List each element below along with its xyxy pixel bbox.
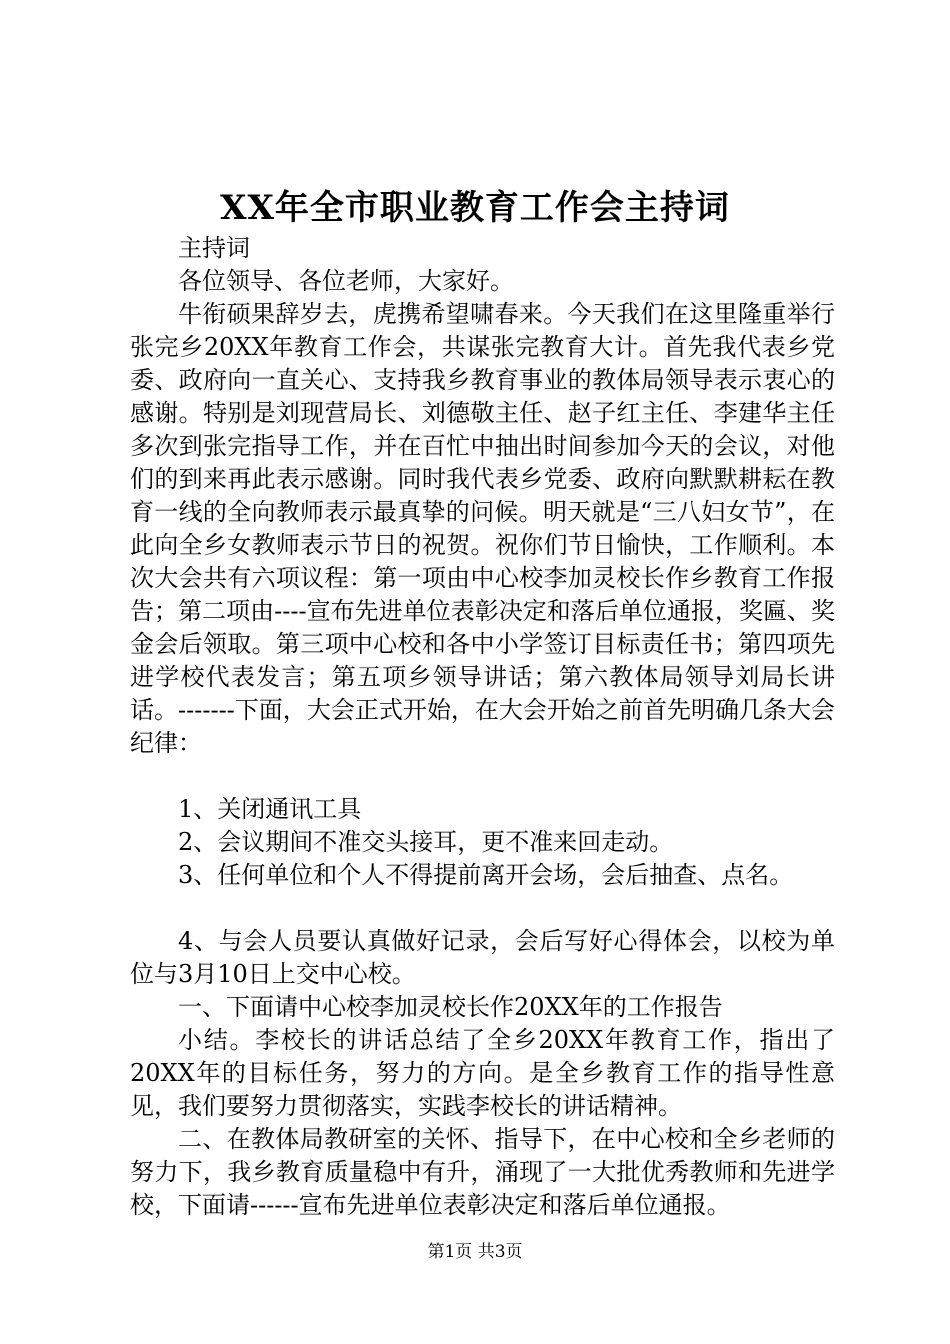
paragraph-greeting: 各位领导、各位老师，大家好。 (178, 267, 514, 295)
paragraph-summary: 小结。李校长的讲话总结了全乡20XX年教育工作，指出了20XX年的目标任务，努力的方向。是全乡教育工作的指导性意见，我们要努力贯彻落实，实践李校长的讲话精神。 (130, 1026, 835, 1120)
rule-item-2: 2、会议期间不准交头接耳，更不准来回走动。 (178, 828, 674, 856)
rule-item-3: 3、任何单位和个人不得提前离开会场，会后抽查、点名。 (178, 861, 794, 889)
agenda-item-1: 一、下面请中心校李加灵校长作20XX年的工作报告 (178, 993, 723, 1021)
paragraph-heading: 主持词 (178, 234, 250, 262)
document-title: XX年全市职业教育工作会主持词 (220, 188, 730, 228)
rule-item-4: 4、与会人员要认真做好记录，会后写好心得体会，以校为单位与3月10日上交中心校。 (130, 927, 835, 988)
agenda-item-2: 二、在教体局教研室的关怀、指导下，在中心校和全乡老师的努力下，我乡教育质量稳中有升，涌现了一大批优秀教师和先进学校，下面请------宣布先进单位表彰决定和落后单位通报。 (130, 1125, 835, 1219)
page-number-footer: 第1页 共3页 (427, 1242, 523, 1262)
rule-item-1: 1、关闭通讯工具 (178, 795, 362, 823)
document-body (130, 232, 835, 1222)
paragraph-opening: 牛衔硕果辞岁去，虎携希望啸春来。今天我们在这里隆重举行张完乡20XX年教育工作会，共谋张完教育大计。首先我代表乡党委、政府向一直关心、支持我乡教育事业的教体局领导表示衷心的感谢。特别是刘现营局长、刘德敬主任、赵子红主任、李建华主任多次到张完指导工作，并在百忙中抽出时间参加今天的会议，对他们的到来再此表示感谢。同时我代表乡党委、政府向默默耕耘在教育一线的全向教师表示最真挚的问候。明天就是“三八妇女节”，在此向全乡女教师表示节日的祝贺。祝你们节日愉快，工作顺利。本次大会共有六项议程：第一项由中心校李加灵校长作乡教育工作报告；第二项由----宣布先进单位表彰决定和落后单位通报，奖匾、奖金会后领取。第三项中心校和各中小学签订目标责任书；第四项先进学校代表发言；第五项乡领导讲话；第六教体局领导刘局长讲话。-------下面，大会正式开始，在大会开始之前首先明确几条大会纪律： (130, 300, 835, 757)
